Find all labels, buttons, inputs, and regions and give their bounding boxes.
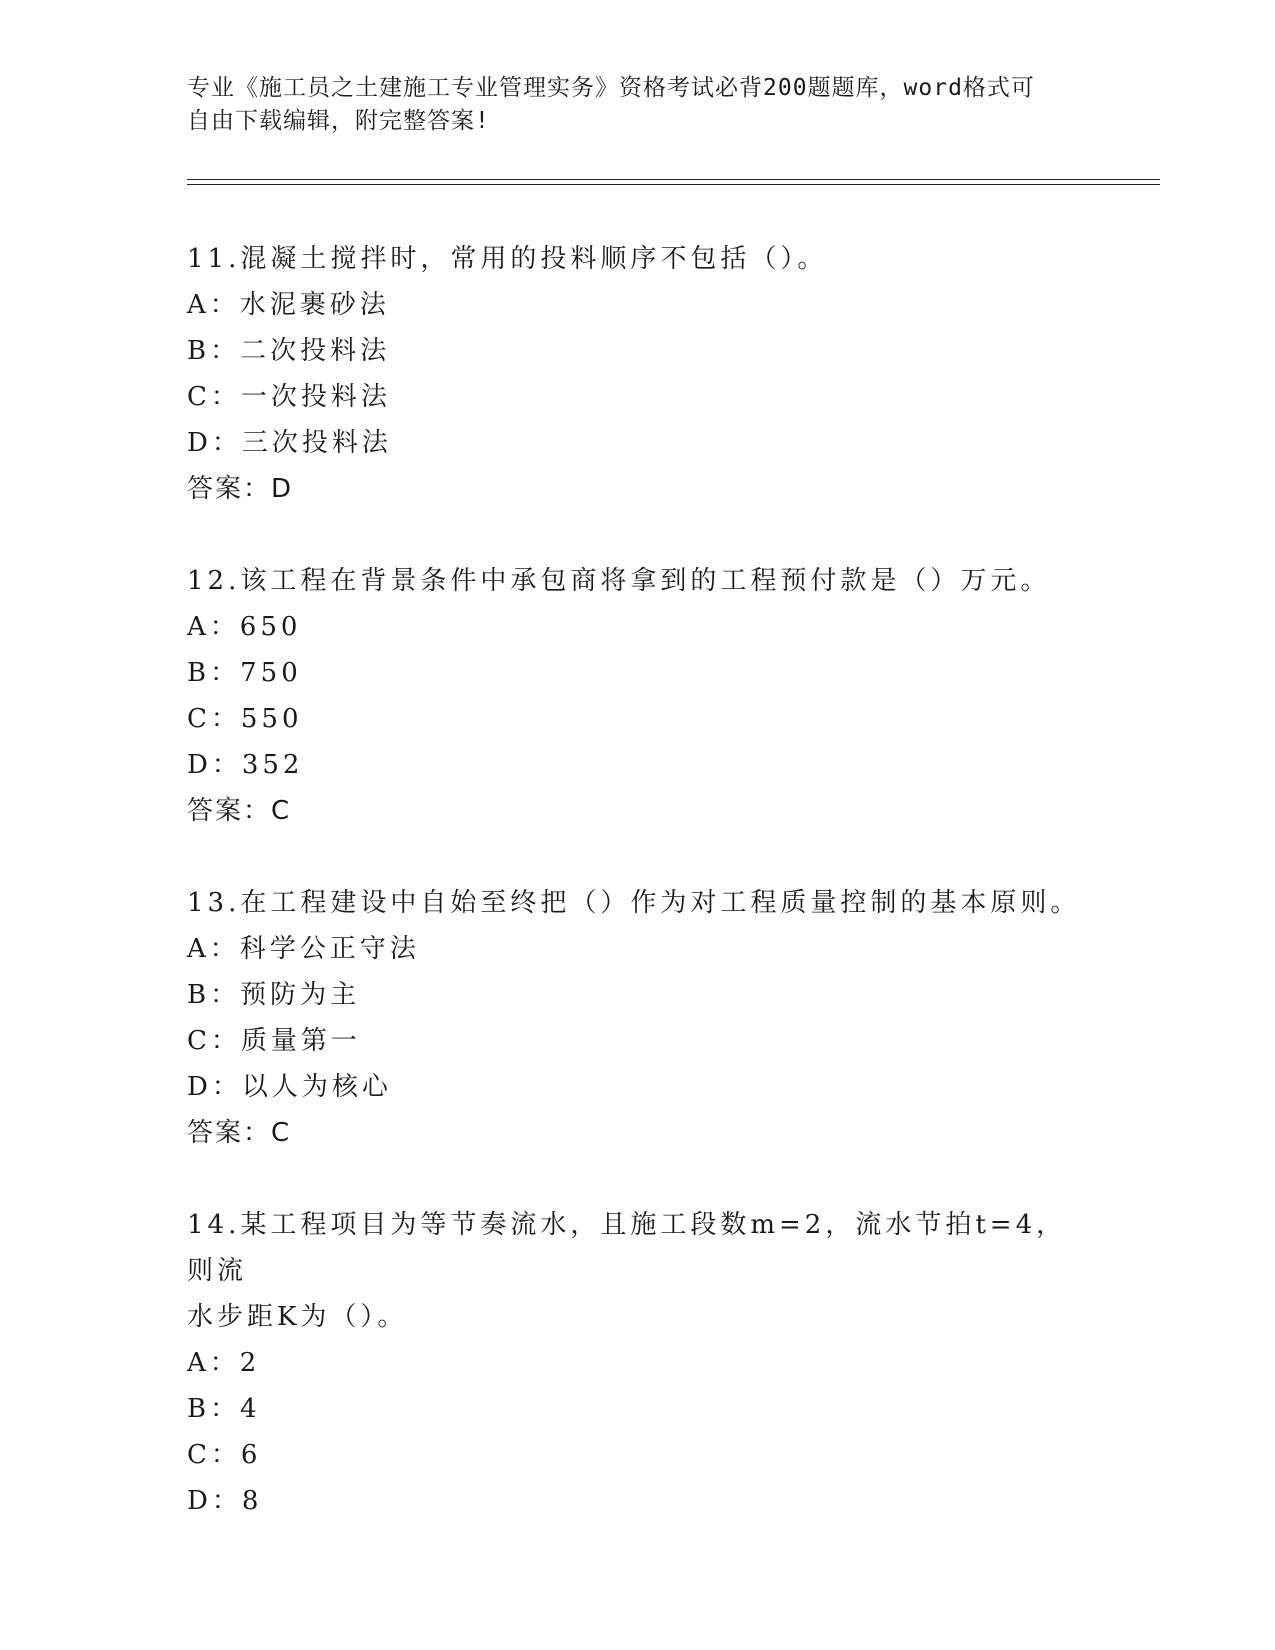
option-a: A：科学公正守法 [187,934,420,964]
question-12 [187,558,1087,834]
option-d: D：以人为核心 [187,1072,392,1102]
question-14 [187,1202,1087,1524]
answer: 答案：C [187,1118,292,1148]
header-line-1: 专业《施工员之土建施工专业管理实务》资格考试必背200题题库，word格式可 [187,75,1035,101]
question-stem: 12.该工程在背景条件中承包商将拿到的工程预付款是（）万元。 [187,566,1051,596]
option-a: A：2 [187,1348,261,1378]
question-stem: 13.在工程建设中自始至终把（）作为对工程质量控制的基本原则。 [187,888,1081,918]
document-header [187,72,1067,138]
answer: 答案：C [187,796,292,826]
option-d: D：三次投料法 [187,428,392,458]
option-a: A：水泥裹砂法 [187,290,390,320]
option-b: B：750 [187,658,302,688]
spacer [187,1156,1087,1202]
question-stem-line-2: 水步距K为（）。 [187,1302,408,1332]
option-b: B：4 [187,1394,261,1424]
option-c: C：550 [187,704,303,734]
option-b: B：二次投料法 [187,336,391,366]
question-stem: 11.混凝土搅拌时，常用的投料顺序不包括（）。 [187,244,828,274]
header-divider-bottom [187,184,1160,185]
spacer [187,834,1087,880]
question-11 [187,236,1087,512]
option-a: A：650 [187,612,302,642]
option-d: D：8 [187,1486,263,1516]
option-c: C：6 [187,1440,262,1470]
spacer [187,512,1087,558]
header-line-2: 自由下载编辑，附完整答案! [187,108,490,134]
answer: 答案：D [187,474,294,504]
option-c: C：一次投料法 [187,382,391,412]
option-b: B：预防为主 [187,980,361,1010]
header-divider-top [187,179,1160,180]
option-c: C：质量第一 [187,1026,361,1056]
question-stem-line-1: 14.某工程项目为等节奏流水，且施工段数m=2，流水节拍t=4，则流 [187,1210,1067,1286]
question-13 [187,880,1087,1156]
question-list [187,236,1087,1524]
option-d: D：352 [187,750,304,780]
